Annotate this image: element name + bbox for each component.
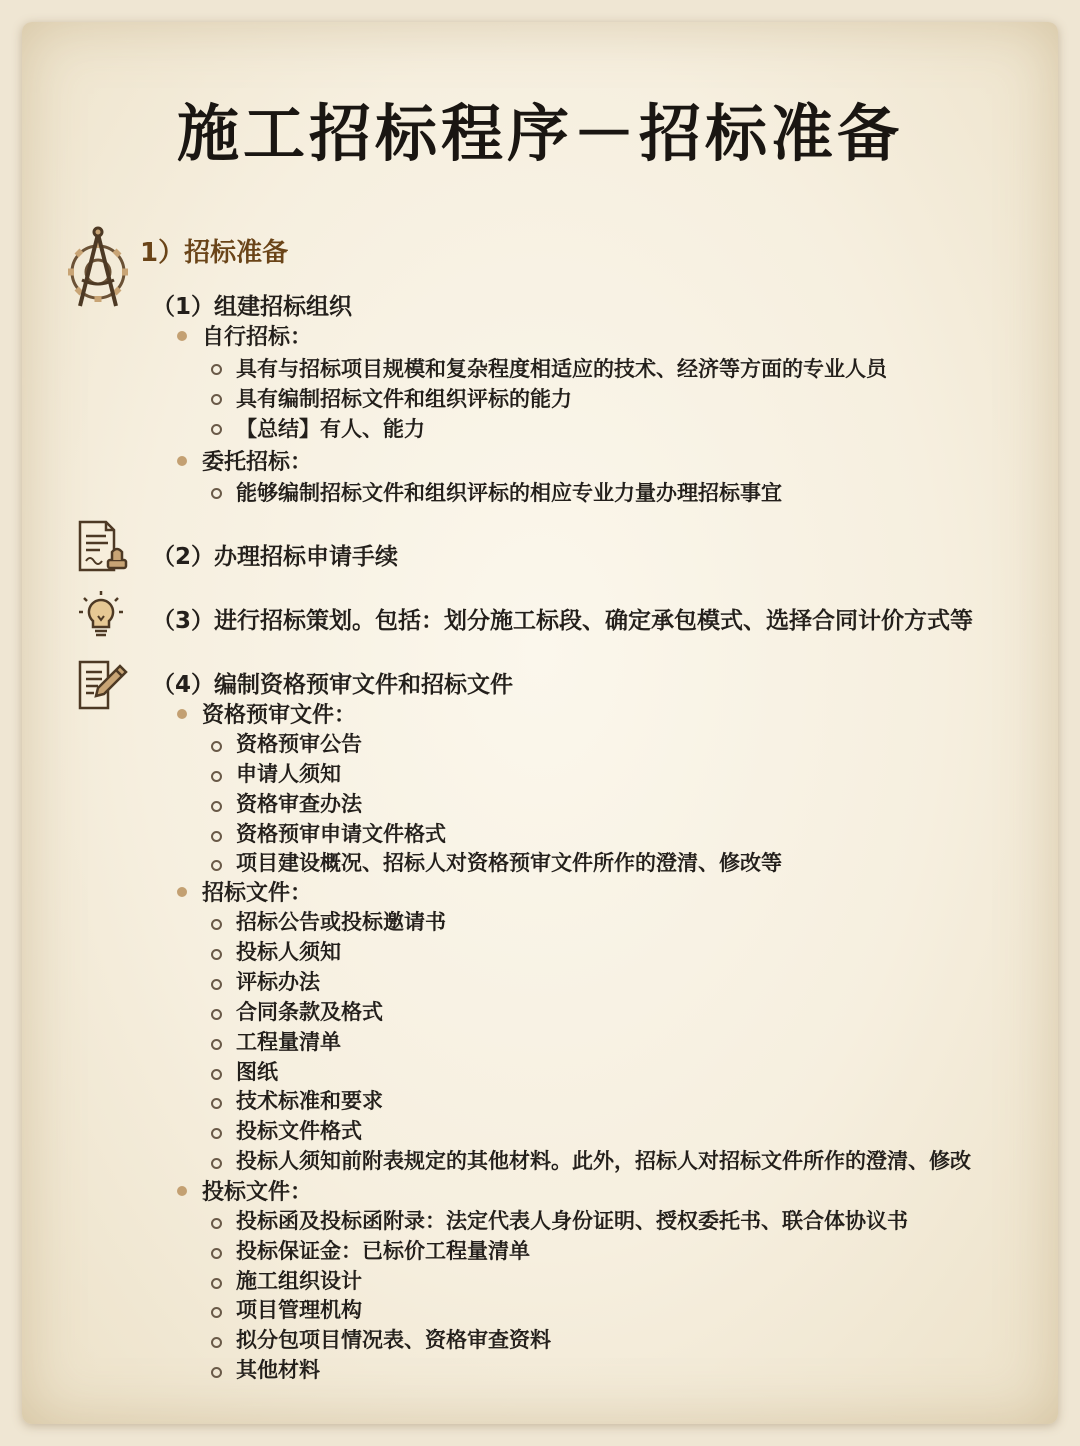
bullet-circle	[211, 364, 222, 375]
group-label: 资格预审文件：	[202, 703, 357, 728]
bullet-circle	[211, 488, 222, 499]
list-item: 具有编制招标文件和组织评标的能力	[236, 387, 572, 411]
bullet-circle	[211, 1337, 222, 1348]
bullet-circle	[211, 1069, 222, 1080]
list-item: 其他材料	[236, 1358, 320, 1382]
list-item: 投标文件格式	[236, 1119, 362, 1143]
list-item: 图纸	[236, 1060, 278, 1084]
lightbulb-icon	[76, 590, 126, 642]
bullet-dot	[177, 331, 187, 341]
list-item: 项目建设概况、招标人对资格预审文件所作的澄清、修改等	[236, 851, 782, 875]
bullet-dot	[177, 456, 187, 466]
list-item: 投标人须知前附表规定的其他材料。此外，招标人对招标文件所作的澄清、修改	[236, 1149, 971, 1173]
bullet-circle	[211, 1039, 222, 1050]
bullet-circle	[211, 801, 222, 812]
bullet-circle	[211, 949, 222, 960]
bullet-circle	[211, 1367, 222, 1378]
compass-gear-icon	[58, 222, 138, 314]
bullet-circle	[211, 424, 222, 435]
bullet-dot	[177, 709, 187, 719]
list-item: 能够编制招标文件和组织评标的相应专业力量办理招标事宜	[236, 481, 782, 505]
step-2-label: （2）办理招标申请手续	[152, 544, 399, 570]
list-item: 资格审查办法	[236, 792, 362, 816]
list-item: 评标办法	[236, 970, 320, 994]
bullet-circle	[211, 860, 222, 871]
document-stamp-icon	[74, 518, 130, 576]
group-label: 自行招标：	[202, 325, 313, 350]
bullet-circle	[211, 1128, 222, 1139]
list-item: 投标人须知	[236, 940, 341, 964]
group-label: 投标文件：	[202, 1180, 313, 1205]
list-item: 拟分包项目情况表、资格审查资料	[236, 1328, 551, 1352]
list-item: 施工组织设计	[236, 1269, 362, 1293]
bullet-circle	[211, 1248, 222, 1259]
list-item: 具有与招标项目规模和复杂程度相适应的技术、经济等方面的专业人员	[236, 357, 887, 381]
page-title: 施工招标程序－招标准备	[167, 84, 913, 173]
bullet-circle	[211, 919, 222, 930]
group-label: 招标文件：	[202, 881, 313, 906]
group-label: 委托招标：	[202, 450, 313, 475]
list-item: 资格预审公告	[236, 732, 362, 756]
document-pen-icon	[74, 656, 130, 714]
bullet-circle	[211, 1278, 222, 1289]
step-4-label: （4）编制资格预审文件和招标文件	[152, 672, 514, 698]
bullet-circle	[211, 1218, 222, 1229]
list-item: 【总结】有人、能力	[236, 417, 425, 441]
title-wrap	[0, 84, 1080, 173]
bullet-circle	[211, 979, 222, 990]
list-item: 工程量清单	[236, 1030, 341, 1054]
bullet-circle	[211, 1098, 222, 1109]
bullet-circle	[211, 831, 222, 842]
section-title: 1）招标准备	[140, 238, 289, 268]
bullet-circle	[211, 741, 222, 752]
list-item: 合同条款及格式	[236, 1000, 383, 1024]
bullet-circle	[211, 1009, 222, 1020]
list-item: 项目管理机构	[236, 1298, 362, 1322]
bullet-circle	[211, 1158, 222, 1169]
bullet-circle	[211, 1307, 222, 1318]
bullet-dot	[177, 887, 187, 897]
bullet-circle	[211, 394, 222, 405]
list-item: 招标公告或投标邀请书	[236, 910, 446, 934]
bullet-dot	[177, 1186, 187, 1196]
list-item: 投标函及投标函附录：法定代表人身份证明、授权委托书、联合体协议书	[236, 1209, 908, 1233]
list-item: 申请人须知	[236, 762, 341, 786]
list-item: 技术标准和要求	[236, 1089, 383, 1113]
step-1-label: （1）组建招标组织	[152, 294, 353, 320]
list-item: 资格预审申请文件格式	[236, 822, 446, 846]
list-item: 投标保证金：已标价工程量清单	[236, 1239, 530, 1263]
bullet-circle	[211, 771, 222, 782]
step-3-label: （3）进行招标策划。包括：划分施工标段、确定承包模式、选择合同计价方式等	[152, 608, 974, 634]
